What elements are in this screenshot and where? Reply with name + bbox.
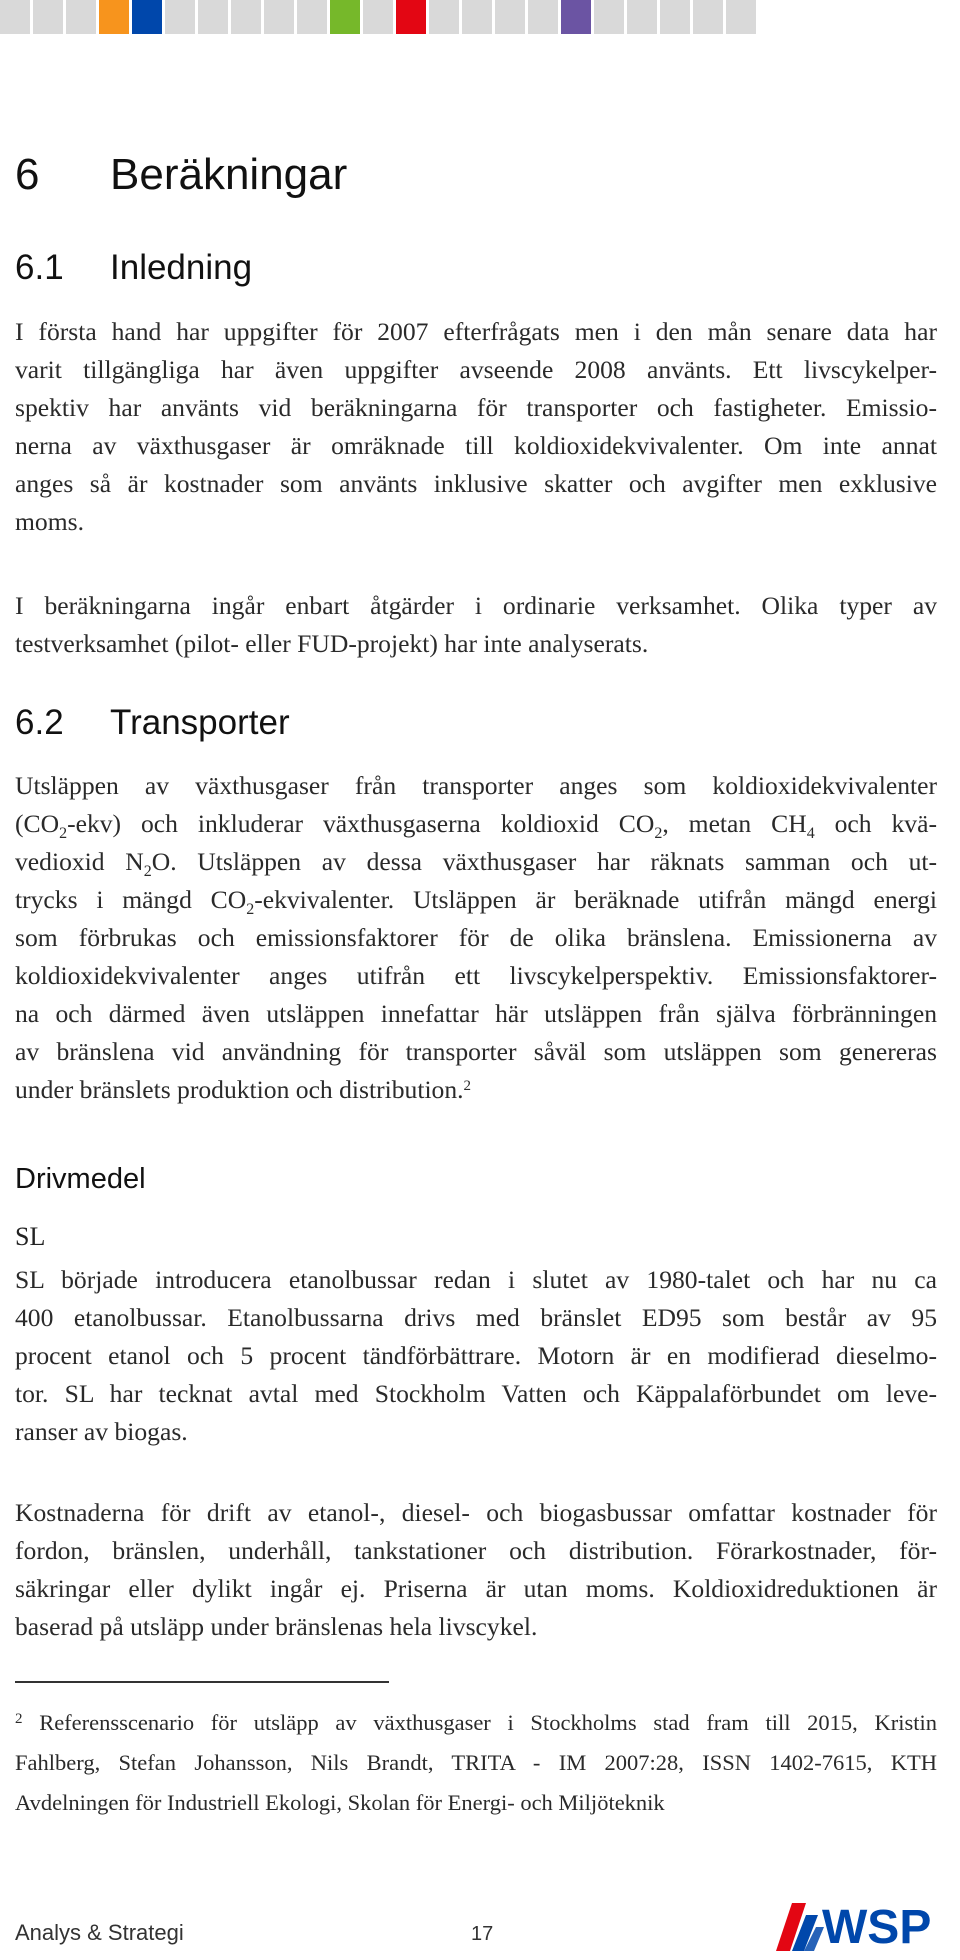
text-line: fordon, bränslen, underhåll, tankstationer och distribution. Förarkostnader, för- xyxy=(15,1536,937,1565)
color-square xyxy=(297,0,327,34)
text-line: $^2$ Referensscenario för utsläpp av växthusgaser i Stockholms stad fram till 2015, Kristin xyxy=(15,1710,937,1735)
color-square xyxy=(198,0,228,34)
color-square xyxy=(264,0,294,34)
footnote xyxy=(15,1703,937,1823)
wsp-logo xyxy=(772,1893,955,1953)
color-square xyxy=(693,0,723,34)
color-square xyxy=(0,0,30,34)
text-line: spektiv har använts vid beräkningarna för transporter och fastigheter. Emissio- xyxy=(15,393,937,422)
text-line: nerna av växthusgaser är omräknade till koldioxidekvivalenter. Om inte annat xyxy=(15,431,937,460)
footnote-marker: 2 xyxy=(15,1711,23,1727)
color-square xyxy=(594,0,624,34)
footnote-divider xyxy=(15,1681,389,1683)
color-square xyxy=(132,0,162,34)
text-line: moms. xyxy=(15,507,84,536)
color-square xyxy=(330,0,360,34)
text-line: vedioxid $N_2O$. Utsläppen av dessa växthusgaser har räknats samman och ut- xyxy=(15,847,937,880)
text-line: Kostnaderna för drift av etanol-, diesel- och biogasbussar omfattar kostnader för xyxy=(15,1498,937,1527)
chapter-title: Beräkningar xyxy=(110,150,348,199)
text-line: anges så är kostnader som använts inklusive skatter och avgifter men exklusive xyxy=(15,469,937,498)
section-number: 6.2 xyxy=(15,703,64,742)
subheading-sl: SL xyxy=(15,1222,46,1251)
color-square xyxy=(462,0,492,34)
text-line: 400 etanolbussar. Etanolbussarna drivs med bränslet ED95 som består av 95 xyxy=(15,1303,937,1332)
text-line: Utsläppen av växthusgaser från transporter anges som koldioxidekvivalenter xyxy=(15,771,937,800)
logo-text: WSP xyxy=(822,1901,932,1953)
text-line: säkringar eller dylikt ingår ej. Priserna är utan moms. Koldioxidreduktionen är xyxy=(15,1574,937,1603)
section-heading-transporter xyxy=(15,703,290,743)
section-number: 6.1 xyxy=(15,248,64,287)
color-square xyxy=(165,0,195,34)
color-square xyxy=(396,0,426,34)
text-line: testverksamhet (pilot- eller FUD-projekt) har inte analyserats. xyxy=(15,629,649,658)
color-square xyxy=(429,0,459,34)
color-square xyxy=(660,0,690,34)
section-heading-inledning xyxy=(15,248,252,288)
subheading-drivmedel: Drivmedel xyxy=(15,1163,146,1195)
footnote-reference: 2 xyxy=(463,1078,472,1094)
text-line: under bränslets produktion och distribution.$^2$ xyxy=(15,1075,472,1104)
text-line: I första hand har uppgifter för 2007 efterfrågats men i den mån senare data har xyxy=(15,317,937,346)
text-line: Avdelningen för Industriell Ekologi, Skolan för Energi- och Miljöteknik xyxy=(15,1790,665,1815)
color-strip xyxy=(0,0,960,36)
color-square xyxy=(726,0,756,34)
color-square xyxy=(495,0,525,34)
text-line: na och därmed även utsläppen innefattar här utsläppen från själva förbränningen xyxy=(15,999,937,1028)
color-square xyxy=(33,0,63,34)
text-line: ranser av biogas. xyxy=(15,1417,188,1446)
text-line: $(CO_2-ekv)$ och inkluderar växthusgaserna koldioxid $CO_2$, metan $CH_4$ och kvä- xyxy=(15,809,937,842)
text-line: av bränslena vid användning för transporter såväl som utsläppen som genereras xyxy=(15,1037,937,1066)
color-square xyxy=(528,0,558,34)
paragraph-inledning-2 xyxy=(15,587,937,663)
color-square xyxy=(627,0,657,34)
chapter-heading xyxy=(15,150,347,200)
text-line: SL började introducera etanolbussar redan i slutet av 1980-talet och har nu ca xyxy=(15,1265,937,1294)
paragraph-transporter xyxy=(15,767,937,1109)
color-square xyxy=(231,0,261,34)
text-line: procent etanol och 5 procent tändförbättrare. Motorn är en modifierad dieselmo- xyxy=(15,1341,937,1370)
text-line: som förbrukas och emissionsfaktorer för de olika bränslena. Emissionerna av xyxy=(15,923,937,952)
color-square xyxy=(66,0,96,34)
color-square xyxy=(561,0,591,34)
paragraph-sl-2 xyxy=(15,1494,937,1646)
paragraph-sl-1 xyxy=(15,1261,937,1451)
paragraph-inledning-1 xyxy=(15,313,937,541)
color-square xyxy=(99,0,129,34)
text-line: varit tillgängliga har även uppgifter avseende 2008 använts. Ett livscykelper- xyxy=(15,355,937,384)
chapter-number: 6 xyxy=(15,150,40,199)
text-line: baserad på utsläpp under bränslenas hela livscykel. xyxy=(15,1612,538,1641)
page-number: 17 xyxy=(471,1923,494,1945)
footer-label: Analys & Strategi xyxy=(15,1920,184,1945)
text-line: koldioxidekvivalenter anges utifrån ett livscykelperspektiv. Emissionsfaktorer- xyxy=(15,961,937,990)
text-line: I beräkningarna ingår enbart åtgärder i ordinarie verksamhet. Olika typer av xyxy=(15,591,937,620)
text-line: Fahlberg, Stefan Johansson, Nils Brandt, TRITA - IM 2007:28, ISSN 1402-7615, KTH xyxy=(15,1750,937,1775)
color-square xyxy=(363,0,393,34)
text-line: trycks i mängd $CO_2$-ekvivalenter. Utsläppen är beräknade utifrån mängd energi xyxy=(15,885,937,918)
text-line: tor. SL har tecknat avtal med Stockholm Vatten och Käppalaförbundet om leve- xyxy=(15,1379,937,1408)
section-title: Transporter xyxy=(110,703,290,742)
section-title: Inledning xyxy=(110,248,253,287)
